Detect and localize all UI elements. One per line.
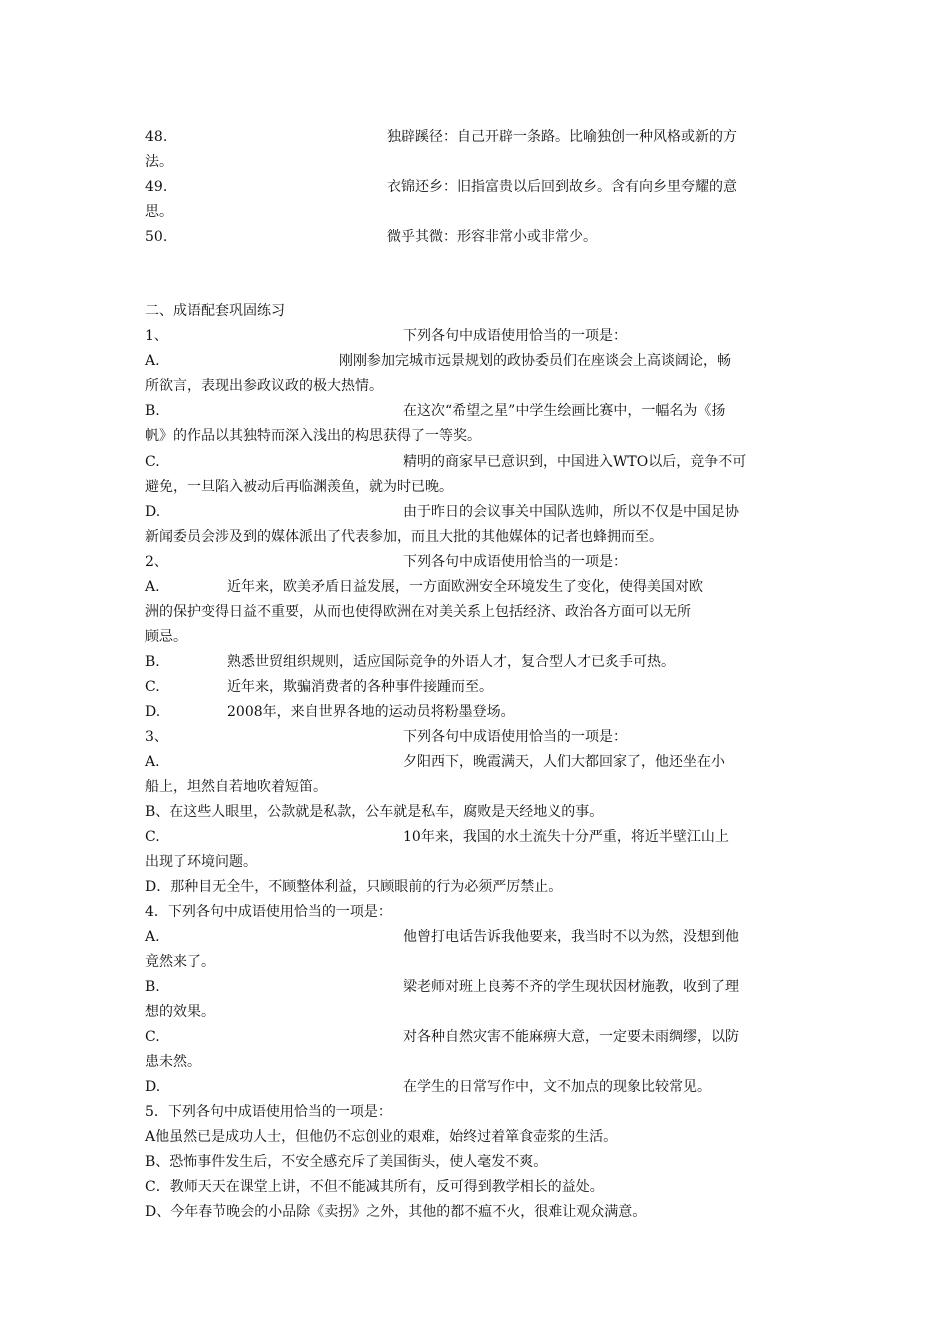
q3-stem: 下列各句中成语使用恰当的一项是： (403, 729, 627, 745)
idiom-49-text: 衣锦还乡：旧指富贵以后回到故乡。含有向乡里夸耀的意 (387, 179, 737, 195)
q2-stem: 下列各句中成语使用恰当的一项是： (403, 554, 627, 570)
q2-option-c-label: C. (145, 679, 160, 695)
q4-option-b-text: 梁老师对班上良莠不齐的学生现状因材施教，收到了理 (403, 979, 739, 995)
q3-option-c-text: 10年来，我国的水土流失十分严重，将近半壁江山上 (403, 829, 729, 845)
q5-option-a: A他虽然已是成功人士，但他仍不忘创业的艰难，始终过着箪食壶浆的生活。 (145, 1129, 618, 1145)
section-title: 二、成语配套巩固练习 (145, 303, 285, 319)
q1-stem: 下列各句中成语使用恰当的一项是： (403, 328, 627, 344)
q4-option-c-label: C. (145, 1029, 160, 1045)
q1-option-c-text: 精明的商家早已意识到，中国进入WTO以后，竞争不可 (403, 454, 747, 470)
q4-option-c-text: 对各种自然灾害不能麻痹大意，一定要未雨绸缪，以防 (403, 1029, 739, 1045)
idiom-50-text: 微乎其微：形容非常小或非常少。 (387, 229, 597, 245)
q3-option-a-text: 夕阳西下，晚霞满天，人们大都回家了，他还坐在小 (403, 754, 725, 770)
q1-option-d-label: D. (145, 504, 161, 520)
q2-option-a-label: A. (145, 579, 160, 595)
q3-option-a-label: A. (145, 754, 160, 770)
q1-option-d-text: 由于昨日的会议事关中国队选帅，所以不仅是中国足协 (403, 504, 739, 520)
q3-option-b: B、在这些人眼里，公款就是私款，公车就是私车，腐败是天经地义的事。 (145, 804, 604, 820)
q2-option-c-text: 近年来，欺骗消费者的各种事件接踵而至。 (227, 679, 493, 695)
q4-option-c-continuation: 患未然。 (145, 1054, 201, 1070)
q3-option-a-continuation: 船上，坦然自若地吹着短笛。 (145, 779, 327, 795)
q2-number: 2、 (145, 554, 168, 570)
q2-option-b-text: 熟悉世贸组织规则，适应国际竞争的外语人才，复合型人才已炙手可热。 (227, 654, 675, 670)
q1-option-a-text: 刚刚参加完城市远景规划的政协委员们在座谈会上高谈阔论，畅 (339, 353, 731, 369)
q5-title: 5．下列各句中成语使用恰当的一项是： (145, 1104, 392, 1120)
q1-option-b-continuation: 帆》的作品以其独特而深入浅出的构思获得了一等奖。 (145, 428, 481, 444)
q4-option-b-label: B. (145, 979, 160, 995)
q3-option-c-continuation: 出现了环境问题。 (145, 854, 257, 870)
idiom-48-number: 48. (145, 129, 168, 145)
q2-option-b-label: B. (145, 654, 160, 670)
q2-option-a-continuation-2: 顾忌。 (145, 629, 187, 645)
q2-option-d-label: D. (145, 704, 161, 720)
q1-option-a-label: A. (145, 353, 160, 369)
q4-option-a-continuation: 竟然来了。 (145, 954, 215, 970)
idiom-49-number: 49. (145, 179, 168, 195)
q1-number: 1、 (145, 328, 168, 344)
q1-option-c-continuation: 避免，一旦陷入被动后再临渊羡鱼，就为时已晚。 (145, 479, 453, 495)
q1-option-b-text: 在这次“希望之星”中学生绘画比赛中，一幅名为《扬 (403, 403, 726, 419)
q3-option-c-label: C. (145, 829, 160, 845)
q2-option-a-text: 近年来，欧美矛盾日益发展，一方面欧洲安全环境发生了变化，使得美国对欧 (227, 579, 703, 595)
q5-option-c: C．教师天天在课堂上讲，不但不能减其所有，反可得到教学相长的益处。 (145, 1179, 604, 1195)
q1-option-b-label: B. (145, 403, 160, 419)
q4-option-a-text: 他曾打电话告诉我他要来，我当时不以为然，没想到他 (403, 929, 739, 945)
q4-option-d-label: D. (145, 1079, 161, 1095)
q4-title: 4．下列各句中成语使用恰当的一项是： (145, 904, 392, 920)
q2-option-a-continuation: 洲的保护变得日益不重要，从而也使得欧洲在对美关系上包括经济、政治各方面可以无所 (145, 604, 691, 620)
idiom-49-continuation: 思。 (145, 204, 173, 220)
q5-option-b: B、恐怖事件发生后，不安全感充斥了美国街头，使人毫发不爽。 (145, 1154, 548, 1170)
q3-option-d: D．那种目无全牛，不顾整体利益，只顾眼前的行为必须严厉禁止。 (145, 879, 563, 895)
q1-option-a-continuation: 所欲言，表现出参政议政的极大热情。 (145, 378, 383, 394)
idiom-50-number: 50. (145, 229, 168, 245)
q1-option-d-continuation: 新闻委员会涉及到的媒体派出了代表参加，而且大批的其他媒体的记者也蜂拥而至。 (145, 529, 663, 545)
q3-number: 3、 (145, 729, 168, 745)
idiom-48-continuation: 法。 (145, 154, 173, 170)
q2-option-d-text: 2008年，来自世界各地的运动员将粉墨登场。 (227, 704, 515, 720)
q5-option-d: D、今年春节晚会的小品除《卖拐》之外，其他的都不瘟不火，很难让观众满意。 (145, 1204, 647, 1220)
q4-option-d-text: 在学生的日常写作中，文不加点的现象比较常见。 (403, 1079, 711, 1095)
q1-option-c-label: C. (145, 454, 160, 470)
q4-option-b-continuation: 想的效果。 (145, 1004, 215, 1020)
idiom-48-text: 独辟蹊径：自己开辟一条路。比喻独创一种风格或新的方 (387, 129, 737, 145)
q4-option-a-label: A. (145, 929, 160, 945)
